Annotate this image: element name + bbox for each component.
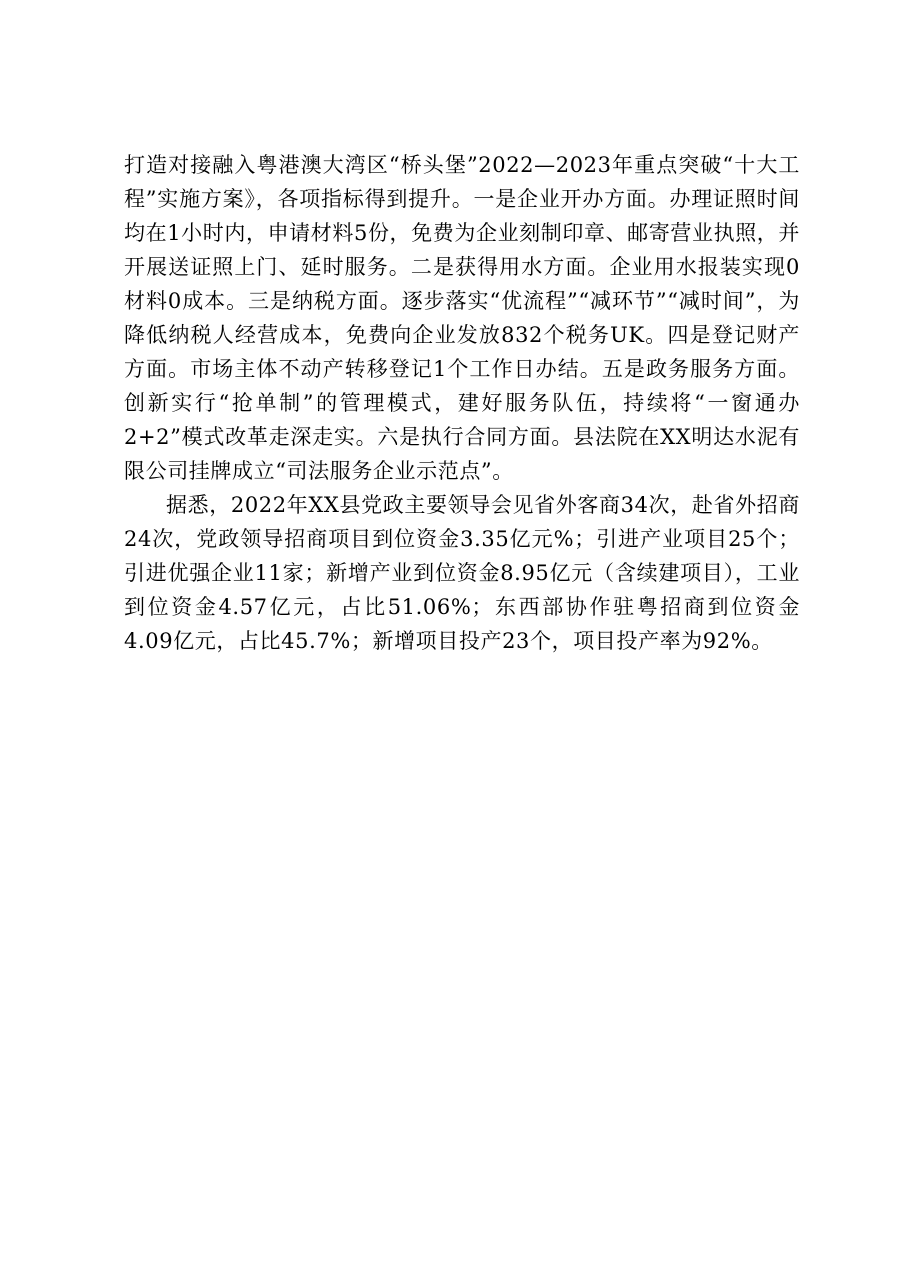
document-body <box>124 148 800 658</box>
paragraph-continued: 打造对接融入粤港澳大湾区“桥头堡”2022—2023年重点突破“十大工程”实施方案》，各项指标得到提升。一是企业开办方面。办理证照时间均在1小时内，申请材料5份，免费为企业刻制印章、邮寄营业执照，并开展送证照上门、延时服务。二是获得用水方面。企业用水报装实现0材料0成本。三是纳税方面。逐步落实“优流程”“减环节”“减时间”，为降低纳税人经营成本，免费向企业发放832个税务UK。四是登记财产方面。市场主体不动产转移登记1个工作日办结。五是政务服务方面。创新实行“抢单制”的管理模式，建好服务队伍，持续将“一窗通办2+2”模式改革走深走实。六是执行合同方面。县法院在XX明达水泥有限公司挂牌成立“司法服务企业示范点”。 <box>124 153 800 483</box>
paragraph-statistics: 据悉，2022年XX县党政主要领导会见省外客商34次，赴省外招商24次，党政领导招商项目到位资金3.35亿元%；引进产业项目25个；引进优强企业11家；新增产业到位资金8.95亿元（含续建项目），工业到位资金4.57亿元，占比51.06%；东西部协作驻粤招商到位资金4.09亿元，占比45.7%；新增项目投产23个，项目投产率为92%。 <box>124 493 800 653</box>
